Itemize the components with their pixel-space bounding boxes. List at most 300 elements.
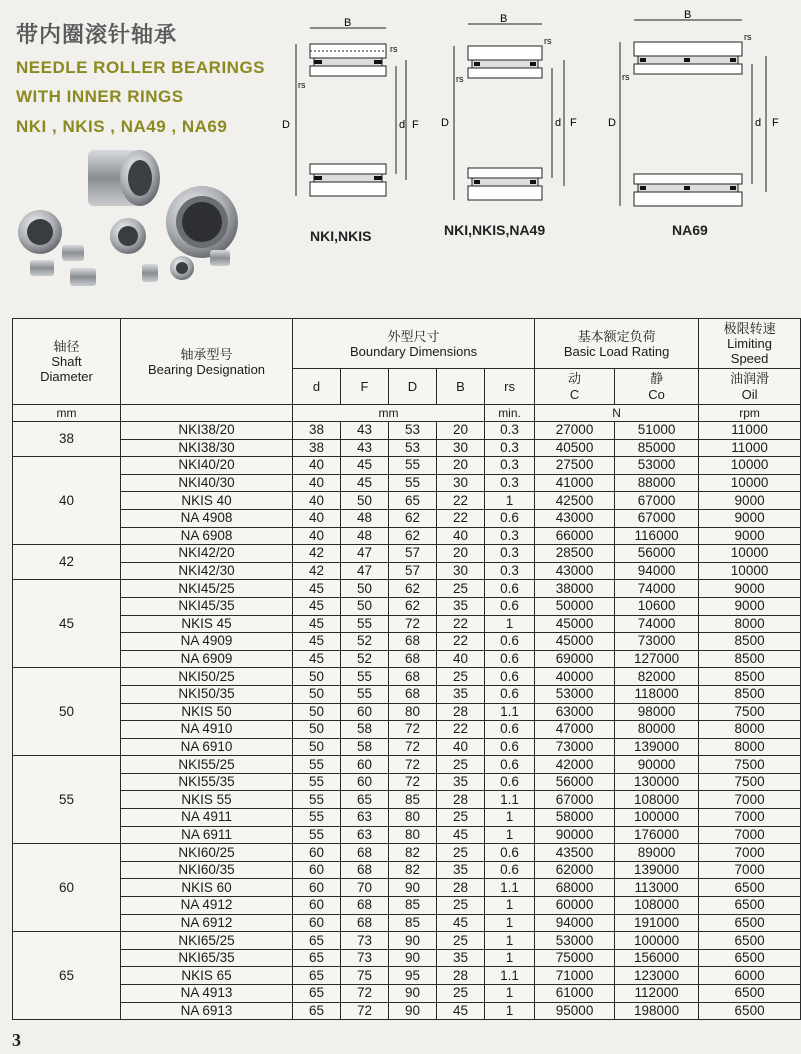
cell-B: 35 xyxy=(437,861,485,879)
cell-d: 65 xyxy=(293,967,341,985)
header-col-F: F xyxy=(341,369,389,405)
cell-designation: NA 4909 xyxy=(121,633,293,651)
cell-d: 65 xyxy=(293,932,341,950)
cell-D: 53 xyxy=(389,439,437,457)
cell-designation: NKI45/25 xyxy=(121,580,293,598)
cell-load-Co: 139000 xyxy=(615,861,699,879)
cell-designation: NA 4911 xyxy=(121,809,293,827)
diagram-nki-nkis xyxy=(278,16,428,216)
cell-B: 20 xyxy=(437,422,485,440)
cell-rs: 0.6 xyxy=(485,650,535,668)
cell-F: 58 xyxy=(341,738,389,756)
cell-rs: 1 xyxy=(485,1002,535,1020)
cell-D: 55 xyxy=(389,474,437,492)
cell-load-Co: 112000 xyxy=(615,985,699,1003)
cell-speed-oil: 10000 xyxy=(699,545,801,563)
cell-B: 22 xyxy=(437,492,485,510)
cell-designation: NKIS 60 xyxy=(121,879,293,897)
cell-load-Co: 198000 xyxy=(615,1002,699,1020)
cell-B: 45 xyxy=(437,914,485,932)
cell-B: 25 xyxy=(437,809,485,827)
table-row xyxy=(13,897,801,915)
cell-F: 55 xyxy=(341,685,389,703)
cell-rs: 0.3 xyxy=(485,527,535,545)
svg-text:F: F xyxy=(772,117,779,129)
cell-F: 68 xyxy=(341,844,389,862)
cell-designation: NKI65/35 xyxy=(121,949,293,967)
cell-rs: 1 xyxy=(485,932,535,950)
cell-designation: NKIS 65 xyxy=(121,967,293,985)
diagram-na69 xyxy=(608,8,790,208)
cell-speed-oil: 11000 xyxy=(699,422,801,440)
diagram-label-na69: NA69 xyxy=(672,222,708,238)
cell-designation: NA 4913 xyxy=(121,985,293,1003)
cell-F: 73 xyxy=(341,932,389,950)
unit-dims: mm xyxy=(293,405,485,422)
cell-D: 80 xyxy=(389,809,437,827)
svg-text:rs: rs xyxy=(544,36,552,46)
bearing-product-photo xyxy=(10,140,250,290)
table-row xyxy=(13,509,801,527)
cell-speed-oil: 7000 xyxy=(699,791,801,809)
cell-load-C: 68000 xyxy=(535,879,615,897)
cell-load-C: 56000 xyxy=(535,773,615,791)
table-row xyxy=(13,439,801,457)
cell-d: 55 xyxy=(293,791,341,809)
cell-speed-oil: 9000 xyxy=(699,492,801,510)
cell-D: 57 xyxy=(389,545,437,563)
cell-D: 80 xyxy=(389,826,437,844)
cell-d: 45 xyxy=(293,597,341,615)
svg-text:rs: rs xyxy=(456,74,464,84)
cell-F: 45 xyxy=(341,474,389,492)
cell-load-Co: 116000 xyxy=(615,527,699,545)
cell-B: 30 xyxy=(437,562,485,580)
cell-load-C: 90000 xyxy=(535,826,615,844)
cell-designation: NKIS 50 xyxy=(121,703,293,721)
cell-load-Co: 100000 xyxy=(615,809,699,827)
cell-d: 65 xyxy=(293,949,341,967)
cell-D: 55 xyxy=(389,457,437,475)
cell-load-C: 27500 xyxy=(535,457,615,475)
cell-load-Co: 74000 xyxy=(615,580,699,598)
cell-rs: 0.3 xyxy=(485,439,535,457)
cell-F: 50 xyxy=(341,492,389,510)
cell-d: 45 xyxy=(293,633,341,651)
cell-speed-oil: 7000 xyxy=(699,861,801,879)
cell-load-Co: 191000 xyxy=(615,914,699,932)
table-row xyxy=(13,914,801,932)
shaft-diameter-cell: 45 xyxy=(13,580,121,668)
cell-designation: NKI38/20 xyxy=(121,422,293,440)
cell-F: 52 xyxy=(341,650,389,668)
table-row xyxy=(13,545,801,563)
cell-rs: 1 xyxy=(485,615,535,633)
cell-rs: 1 xyxy=(485,949,535,967)
svg-text:D: D xyxy=(441,117,449,129)
cell-B: 30 xyxy=(437,474,485,492)
cell-designation: NKI42/20 xyxy=(121,545,293,563)
cell-load-C: 53000 xyxy=(535,685,615,703)
cell-load-Co: 118000 xyxy=(615,685,699,703)
cell-speed-oil: 7500 xyxy=(699,773,801,791)
cell-rs: 1.1 xyxy=(485,791,535,809)
cell-speed-oil: 7000 xyxy=(699,826,801,844)
cell-d: 50 xyxy=(293,685,341,703)
cell-F: 52 xyxy=(341,633,389,651)
cell-d: 45 xyxy=(293,650,341,668)
cell-rs: 0.3 xyxy=(485,474,535,492)
table-row xyxy=(13,633,801,651)
svg-text:B: B xyxy=(500,13,508,25)
cell-B: 28 xyxy=(437,967,485,985)
cell-designation: NA 6909 xyxy=(121,650,293,668)
cell-load-Co: 108000 xyxy=(615,897,699,915)
table-row xyxy=(13,668,801,686)
cell-rs: 1 xyxy=(485,492,535,510)
cell-load-Co: 156000 xyxy=(615,949,699,967)
svg-text:d: d xyxy=(399,119,406,131)
cell-D: 80 xyxy=(389,703,437,721)
cell-load-C: 41000 xyxy=(535,474,615,492)
cell-F: 55 xyxy=(341,615,389,633)
cell-rs: 0.6 xyxy=(485,668,535,686)
header-bearing-designation: 轴承型号 Bearing Designation xyxy=(121,319,293,405)
cell-rs: 1 xyxy=(485,897,535,915)
cell-F: 60 xyxy=(341,703,389,721)
cell-D: 90 xyxy=(389,932,437,950)
cell-d: 45 xyxy=(293,615,341,633)
cell-load-Co: 73000 xyxy=(615,633,699,651)
cell-F: 60 xyxy=(341,773,389,791)
cell-speed-oil: 6500 xyxy=(699,879,801,897)
cell-F: 72 xyxy=(341,985,389,1003)
cell-designation: NKI40/20 xyxy=(121,457,293,475)
cell-speed-oil: 6000 xyxy=(699,967,801,985)
cell-d: 60 xyxy=(293,879,341,897)
cell-speed-oil: 8000 xyxy=(699,615,801,633)
title-chinese: 带内圈滚针轴承 xyxy=(16,23,178,48)
table-body xyxy=(13,422,801,1020)
cell-B: 45 xyxy=(437,1002,485,1020)
cell-load-C: 42000 xyxy=(535,756,615,774)
cell-F: 48 xyxy=(341,509,389,527)
cell-load-C: 63000 xyxy=(535,703,615,721)
svg-text:D: D xyxy=(608,117,616,129)
shaft-diameter-cell: 42 xyxy=(13,545,121,580)
cell-load-Co: 90000 xyxy=(615,756,699,774)
diagram-label-nki-nkis-na49: NKI,NKIS,NA49 xyxy=(444,222,546,238)
cell-load-Co: 82000 xyxy=(615,668,699,686)
cell-load-C: 42500 xyxy=(535,492,615,510)
cell-F: 45 xyxy=(341,457,389,475)
cell-speed-oil: 9000 xyxy=(699,509,801,527)
cell-F: 70 xyxy=(341,879,389,897)
cell-load-Co: 67000 xyxy=(615,492,699,510)
cell-load-C: 58000 xyxy=(535,809,615,827)
cell-B: 25 xyxy=(437,985,485,1003)
cell-D: 53 xyxy=(389,422,437,440)
cell-F: 72 xyxy=(341,1002,389,1020)
cell-designation: NA 6910 xyxy=(121,738,293,756)
cell-load-C: 62000 xyxy=(535,861,615,879)
cell-load-C: 95000 xyxy=(535,1002,615,1020)
cell-speed-oil: 8500 xyxy=(699,685,801,703)
cell-D: 65 xyxy=(389,492,437,510)
cell-d: 55 xyxy=(293,809,341,827)
table-row xyxy=(13,615,801,633)
page-number: 3 xyxy=(12,1030,21,1050)
cell-speed-oil: 7000 xyxy=(699,809,801,827)
cell-rs: 0.6 xyxy=(485,509,535,527)
cell-speed-oil: 6500 xyxy=(699,897,801,915)
header-col-d: d xyxy=(293,369,341,405)
cell-load-Co: 67000 xyxy=(615,509,699,527)
header-col-oil: 油润滑 Oil xyxy=(699,369,801,405)
cell-speed-oil: 6500 xyxy=(699,1002,801,1020)
unit-load: N xyxy=(535,405,699,422)
cell-speed-oil: 8500 xyxy=(699,633,801,651)
cell-B: 20 xyxy=(437,457,485,475)
cell-load-Co: 88000 xyxy=(615,474,699,492)
cell-D: 85 xyxy=(389,791,437,809)
cell-rs: 0.3 xyxy=(485,562,535,580)
cell-load-Co: 56000 xyxy=(615,545,699,563)
table-row xyxy=(13,597,801,615)
cell-load-Co: 176000 xyxy=(615,826,699,844)
cell-load-Co: 85000 xyxy=(615,439,699,457)
cell-B: 25 xyxy=(437,897,485,915)
dim-b-label: B xyxy=(344,17,352,29)
cell-D: 68 xyxy=(389,668,437,686)
cell-d: 38 xyxy=(293,439,341,457)
shaft-diameter-cell: 38 xyxy=(13,422,121,457)
cell-D: 72 xyxy=(389,738,437,756)
cell-B: 40 xyxy=(437,738,485,756)
cell-F: 43 xyxy=(341,439,389,457)
cell-d: 60 xyxy=(293,914,341,932)
cell-d: 38 xyxy=(293,422,341,440)
cell-B: 25 xyxy=(437,580,485,598)
cell-speed-oil: 9000 xyxy=(699,597,801,615)
cell-F: 60 xyxy=(341,756,389,774)
cell-B: 35 xyxy=(437,685,485,703)
header-limiting-speed: 极限转速 Limiting Speed xyxy=(699,319,801,369)
cell-rs: 1 xyxy=(485,826,535,844)
cell-B: 28 xyxy=(437,703,485,721)
cell-rs: 1 xyxy=(485,809,535,827)
svg-text:rs: rs xyxy=(390,44,398,54)
cell-D: 85 xyxy=(389,897,437,915)
cell-D: 82 xyxy=(389,861,437,879)
cell-speed-oil: 10000 xyxy=(699,474,801,492)
cell-load-Co: 123000 xyxy=(615,967,699,985)
cell-rs: 0.3 xyxy=(485,545,535,563)
unit-rs: min. xyxy=(485,405,535,422)
shaft-diameter-cell: 60 xyxy=(13,844,121,932)
cell-B: 25 xyxy=(437,756,485,774)
cell-d: 40 xyxy=(293,457,341,475)
cell-d: 55 xyxy=(293,756,341,774)
cell-F: 63 xyxy=(341,826,389,844)
cell-rs: 0.6 xyxy=(485,861,535,879)
table-row xyxy=(13,756,801,774)
cell-rs: 0.6 xyxy=(485,685,535,703)
cell-B: 20 xyxy=(437,545,485,563)
cell-designation: NKI65/25 xyxy=(121,932,293,950)
cell-speed-oil: 6500 xyxy=(699,985,801,1003)
cell-D: 90 xyxy=(389,879,437,897)
cell-D: 57 xyxy=(389,562,437,580)
cell-designation: NKI40/30 xyxy=(121,474,293,492)
cell-speed-oil: 8000 xyxy=(699,721,801,739)
cell-F: 68 xyxy=(341,861,389,879)
cell-D: 72 xyxy=(389,756,437,774)
cell-d: 65 xyxy=(293,985,341,1003)
cell-load-Co: 74000 xyxy=(615,615,699,633)
cell-B: 40 xyxy=(437,527,485,545)
svg-text:d: d xyxy=(555,117,562,129)
cell-d: 50 xyxy=(293,703,341,721)
cell-F: 48 xyxy=(341,527,389,545)
cell-B: 25 xyxy=(437,844,485,862)
cell-load-Co: 89000 xyxy=(615,844,699,862)
header-col-rs: rs xyxy=(485,369,535,405)
cell-designation: NKIS 45 xyxy=(121,615,293,633)
cell-d: 40 xyxy=(293,474,341,492)
cell-D: 90 xyxy=(389,985,437,1003)
cell-F: 68 xyxy=(341,914,389,932)
cell-load-Co: 139000 xyxy=(615,738,699,756)
cell-designation: NA 4912 xyxy=(121,897,293,915)
cell-designation: NKI45/35 xyxy=(121,597,293,615)
shaft-diameter-cell: 65 xyxy=(13,932,121,1020)
cell-rs: 0.6 xyxy=(485,756,535,774)
cell-rs: 1.1 xyxy=(485,879,535,897)
cell-rs: 1 xyxy=(485,914,535,932)
cell-designation: NKI42/30 xyxy=(121,562,293,580)
cell-D: 68 xyxy=(389,650,437,668)
cell-designation: NKIS 55 xyxy=(121,791,293,809)
cell-designation: NKI50/25 xyxy=(121,668,293,686)
cell-designation: NKI50/35 xyxy=(121,685,293,703)
cell-rs: 0.3 xyxy=(485,422,535,440)
cell-load-C: 43500 xyxy=(535,844,615,862)
cell-D: 95 xyxy=(389,967,437,985)
title-english-line-1: NEEDLE ROLLER BEARINGS xyxy=(16,58,266,77)
cell-load-Co: 53000 xyxy=(615,457,699,475)
cell-load-C: 61000 xyxy=(535,985,615,1003)
cell-designation: NKIS 40 xyxy=(121,492,293,510)
cell-designation: NA 6913 xyxy=(121,1002,293,1020)
cell-load-C: 73000 xyxy=(535,738,615,756)
cell-F: 50 xyxy=(341,580,389,598)
header-shaft-diameter: 轴径 Shaft Diameter xyxy=(13,319,121,405)
table-row xyxy=(13,721,801,739)
shaft-diameter-cell: 40 xyxy=(13,457,121,545)
cell-D: 72 xyxy=(389,615,437,633)
cell-d: 40 xyxy=(293,509,341,527)
cell-d: 42 xyxy=(293,545,341,563)
svg-text:rs: rs xyxy=(622,72,630,82)
cell-speed-oil: 6500 xyxy=(699,949,801,967)
cell-rs: 0.6 xyxy=(485,721,535,739)
cell-rs: 1.1 xyxy=(485,703,535,721)
unit-speed: rpm xyxy=(699,405,801,422)
table-row xyxy=(13,474,801,492)
cell-d: 40 xyxy=(293,527,341,545)
cell-B: 22 xyxy=(437,721,485,739)
diagram-label-nki-nkis: NKI,NKIS xyxy=(310,228,372,244)
cell-d: 55 xyxy=(293,773,341,791)
cell-load-C: 94000 xyxy=(535,914,615,932)
cell-load-Co: 10600 xyxy=(615,597,699,615)
cell-d: 50 xyxy=(293,738,341,756)
header-basic-load-rating: 基本额定负荷 Basic Load Rating xyxy=(535,319,699,369)
cell-d: 50 xyxy=(293,721,341,739)
table-row xyxy=(13,844,801,862)
cell-B: 40 xyxy=(437,650,485,668)
cell-rs: 0.6 xyxy=(485,738,535,756)
cell-rs: 1.1 xyxy=(485,967,535,985)
table-row xyxy=(13,738,801,756)
svg-text:d: d xyxy=(755,117,762,129)
cell-rs: 0.6 xyxy=(485,580,535,598)
cell-speed-oil: 7500 xyxy=(699,756,801,774)
table-row xyxy=(13,949,801,967)
cell-rs: 0.6 xyxy=(485,597,535,615)
cell-D: 62 xyxy=(389,509,437,527)
cell-load-Co: 94000 xyxy=(615,562,699,580)
cell-D: 85 xyxy=(389,914,437,932)
cell-load-Co: 108000 xyxy=(615,791,699,809)
cell-B: 30 xyxy=(437,439,485,457)
table-row xyxy=(13,685,801,703)
cell-F: 58 xyxy=(341,721,389,739)
cell-load-C: 27000 xyxy=(535,422,615,440)
cell-B: 25 xyxy=(437,932,485,950)
table-row xyxy=(13,580,801,598)
cell-B: 22 xyxy=(437,615,485,633)
svg-text:rs: rs xyxy=(298,80,306,90)
cell-speed-oil: 7500 xyxy=(699,703,801,721)
cell-speed-oil: 9000 xyxy=(699,580,801,598)
cell-load-C: 53000 xyxy=(535,932,615,950)
table-row xyxy=(13,492,801,510)
cell-load-Co: 80000 xyxy=(615,721,699,739)
cell-load-C: 71000 xyxy=(535,967,615,985)
cell-B: 28 xyxy=(437,791,485,809)
cell-load-C: 40500 xyxy=(535,439,615,457)
cell-d: 55 xyxy=(293,826,341,844)
cell-rs: 0.6 xyxy=(485,773,535,791)
cell-F: 63 xyxy=(341,809,389,827)
cell-d: 40 xyxy=(293,492,341,510)
cell-F: 65 xyxy=(341,791,389,809)
cell-d: 60 xyxy=(293,844,341,862)
cell-designation: NA 6911 xyxy=(121,826,293,844)
table-row xyxy=(13,703,801,721)
cell-designation: NKI38/30 xyxy=(121,439,293,457)
cell-speed-oil: 6500 xyxy=(699,932,801,950)
header-col-D: D xyxy=(389,369,437,405)
cell-D: 62 xyxy=(389,527,437,545)
cell-load-Co: 130000 xyxy=(615,773,699,791)
cell-designation: NKI60/25 xyxy=(121,844,293,862)
table-row xyxy=(13,826,801,844)
cell-load-C: 69000 xyxy=(535,650,615,668)
cell-rs: 1 xyxy=(485,985,535,1003)
